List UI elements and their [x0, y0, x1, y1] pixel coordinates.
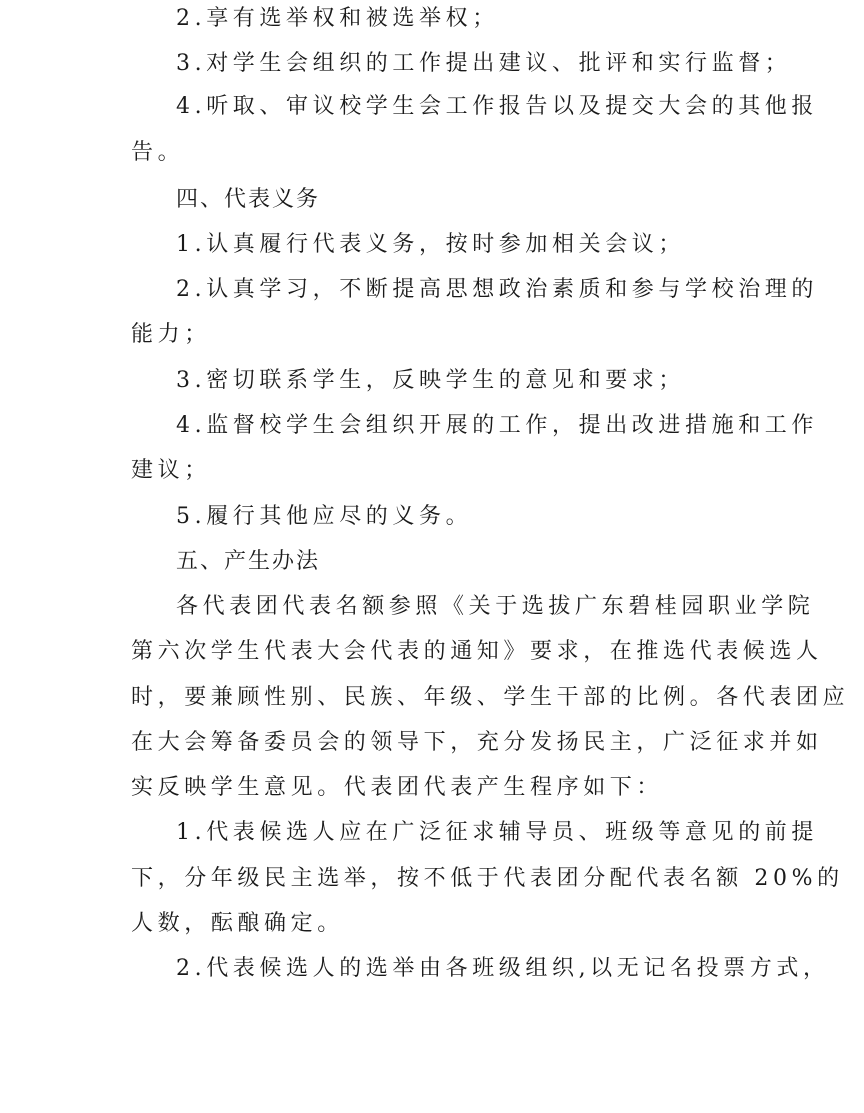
method-paragraph-line-4: 在大会筹备委员会的领导下，充分发扬民主，广泛征求并如: [131, 730, 823, 755]
duty-item-2: 2.认真学习，不断提高思想政治素质和参与学校治理的: [176, 277, 818, 302]
right-item-3: 3.对学生会组织的工作提出建议、批评和实行监督；: [176, 51, 792, 76]
section-heading-duties: 四、代表义务: [176, 187, 321, 212]
right-item-4-continuation: 告。: [131, 140, 185, 165]
duty-item-5: 5.履行其他应尽的义务。: [176, 504, 473, 529]
duty-item-1: 1.认真履行代表义务，按时参加相关会议；: [176, 232, 685, 257]
procedure-item-1-continuation-2: 人数，酝酿确定。: [131, 911, 344, 936]
duty-item-2-continuation: 能力；: [131, 322, 211, 347]
method-paragraph-line-5: 实反映学生意见。代表团代表产生程序如下：: [131, 775, 664, 800]
right-item-4: 4.听取、审议校学生会工作报告以及提交大会的其他报: [176, 94, 818, 119]
procedure-item-2: 2.代表候选人的选举由各班级组织,以无记名投票方式，: [176, 956, 830, 981]
method-paragraph-line-2: 第六次学生代表大会代表的通知》要求，在推选代表候选人: [131, 639, 823, 664]
procedure-item-1: 1.代表候选人应在广泛征求辅导员、班级等意见的前提: [176, 820, 818, 845]
duty-item-4: 4.监督校学生会组织开展的工作，提出改进措施和工作: [176, 413, 818, 438]
method-paragraph-line-3: 时，要兼顾性别、民族、年级、学生干部的比例。各代表团应: [131, 685, 850, 710]
duty-item-3: 3.密切联系学生，反映学生的意见和要求；: [176, 368, 685, 393]
procedure-item-1-continuation: 下，分年级民主选举，按不低于代表团分配代表名额 20%的: [131, 866, 844, 891]
right-item-2: 2.享有选举权和被选举权；: [176, 6, 499, 31]
duty-item-4-continuation: 建议；: [131, 458, 211, 483]
section-heading-method: 五、产生办法: [176, 549, 321, 574]
method-paragraph-line-1: 各代表团代表名额参照《关于选拔广东碧桂园职业学院: [176, 594, 815, 619]
